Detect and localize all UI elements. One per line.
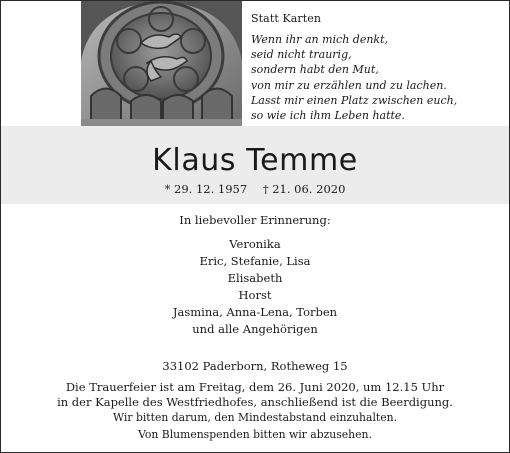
statt-karten-label: Statt Karten [251,12,322,25]
poem-line: Wenn ihr an mich denkt, [251,33,388,46]
poem-line: seid nicht traurig, [251,48,352,62]
death-date: † 21. 06. 2020 [262,182,346,196]
deceased-name: Klaus Temme [152,143,358,178]
poem-line: so wie ich ihm Leben hatte. [251,109,405,123]
service-line: Von Blumenspenden bitten wir abzusehen. [138,427,372,441]
mourner-line: Jasmina, Anna-Lena, Torben [172,305,338,319]
service-line: Die Trauerfeier ist am Freitag, dem 26. Juni 2020, um 12.15 Uhr [65,380,445,394]
service-line: in der Kapelle des Westfriedhofes, anschließend ist die Beerdigung. [57,394,453,409]
mourner-line: Elisabeth [227,271,283,285]
mourner-line: Veronika [229,237,281,251]
poem-line: von mir zu erzählen und zu lachen. [251,78,447,92]
poem [251,32,457,123]
service-info [1,380,509,442]
mourner-line: Horst [238,288,272,302]
birth-date: * 29. 12. 1957 [164,182,248,196]
memory-intro: In liebevoller Erinnerung: [179,213,331,227]
service-line: Wir bitten darum, den Mindestabstand einzuhalten. [112,411,398,424]
mourners-list [1,237,509,339]
poem-line: Lasst mir einen Platz zwischen euch, [251,93,458,107]
address: 33102 Paderborn, Rotheweg 15 [162,359,348,373]
mourner-line: und alle Angehörigen [192,322,318,336]
poem-line: sondern habt den Mut, [251,63,379,77]
life-dates [1,182,509,196]
stone-relief-image [81,1,242,126]
mourner-line: Eric, Stefanie, Lisa [199,254,311,268]
stone-relief-photo [81,1,242,126]
